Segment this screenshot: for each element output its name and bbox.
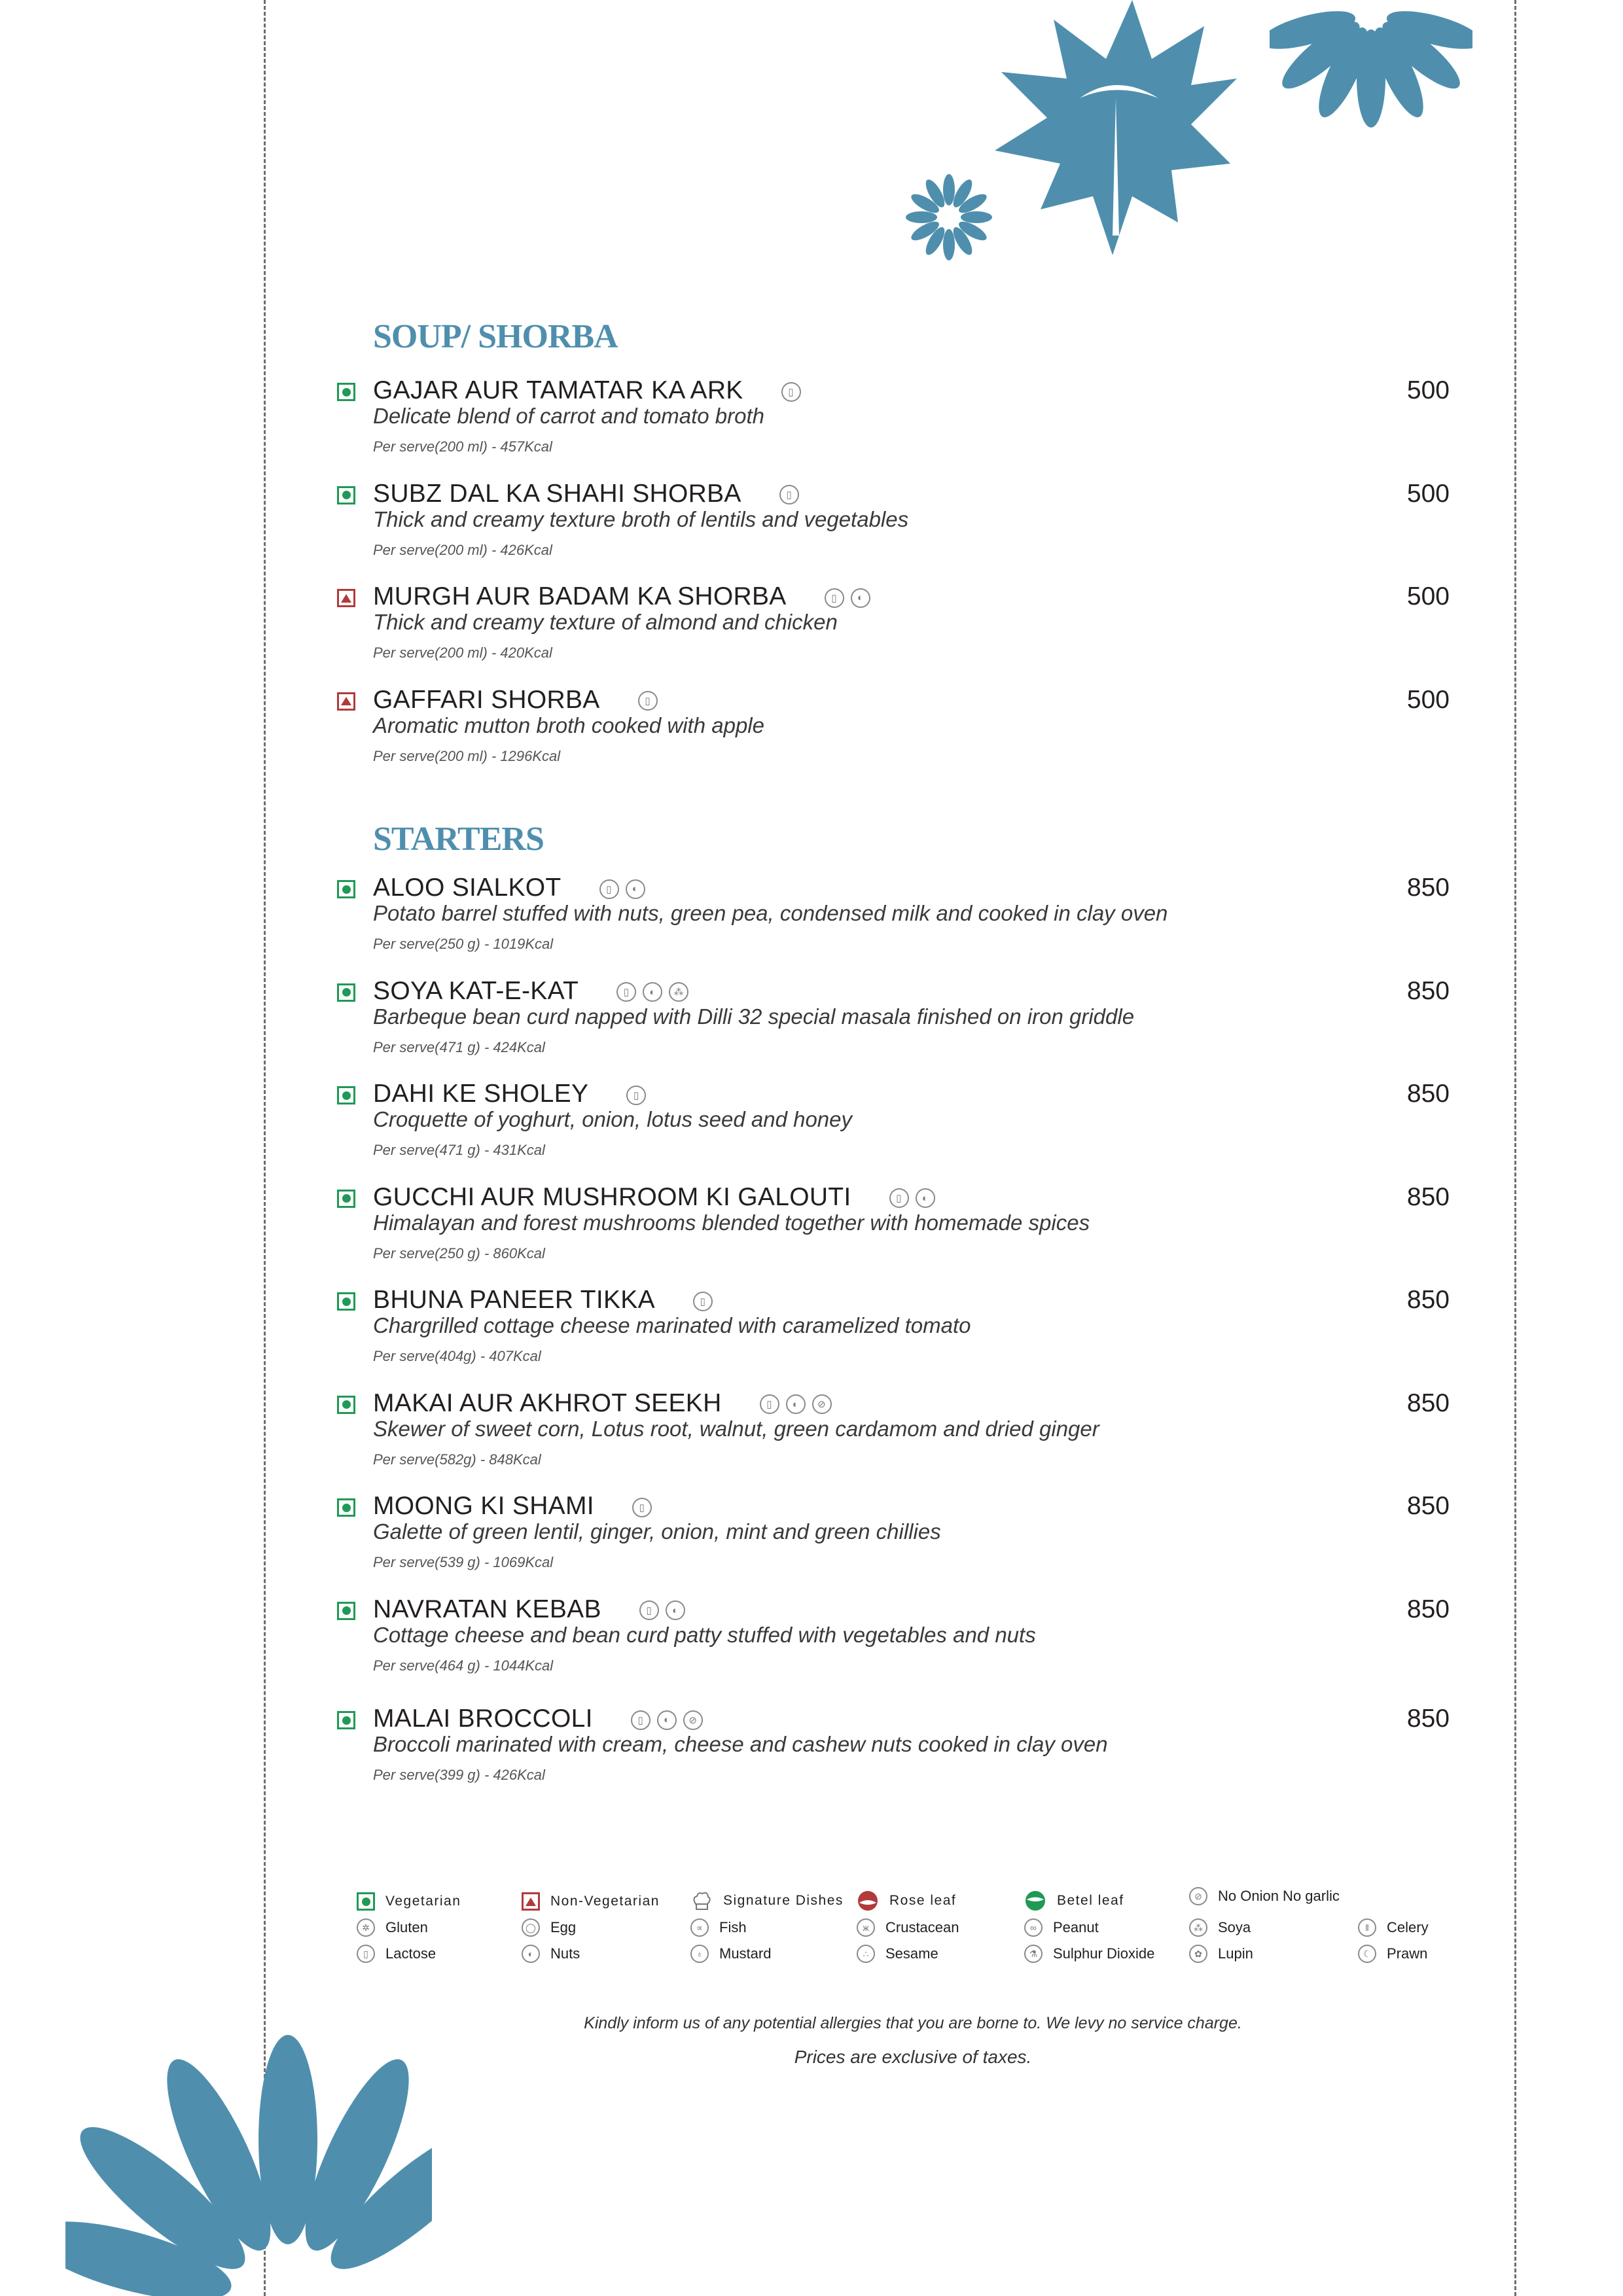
lactose-icon: ▯ [693,1292,713,1311]
veg-marker-icon [337,983,355,1002]
item-name [373,1389,832,1418]
item-name-text: DAHI KE SHOLEY [373,1080,589,1108]
allergen-icons [760,1394,832,1414]
decorative-leaf [982,0,1243,262]
menu-item [334,1286,1450,1384]
egg-icon: ◯ [522,1918,540,1937]
item-description: Galette of green lentil, ginger, onion, mint and green chillies [373,1519,941,1544]
veg-marker-icon [337,383,355,401]
legend-non-vegetarian: Non-Vegetarian [522,1892,660,1911]
legend-gluten: ✲ Gluten [357,1918,428,1937]
lactose-icon: ▯ [599,879,619,899]
section-title-starters: STARTERS [373,821,544,858]
item-name [373,1595,685,1624]
nuts-icon: ◐ [786,1394,806,1414]
legend-fish: ∝ Fish [690,1918,747,1937]
allergen-icons [616,982,688,1002]
item-name-text: ALOO SIALKOT [373,874,562,902]
right-dashed-border [1514,0,1516,2296]
item-price: 500 [1406,685,1450,714]
section-title-soup: SOUP/ SHORBA [373,318,618,355]
no-onion-no-garlic-icon: ⊘ [812,1394,832,1414]
veg-marker-icon [337,1498,355,1517]
rose-leaf-icon [857,1890,879,1912]
allergen-icons [632,1498,652,1517]
lupin-icon: ✿ [1189,1945,1207,1963]
allergen-icons [599,879,645,899]
crustacean-icon: ж [857,1918,875,1937]
item-name [373,686,658,715]
decorative-small-flower [900,173,998,262]
decorative-flower [1270,0,1472,131]
item-name-text: SUBZ DAL KA SHAHI SHORBA [373,479,741,508]
item-calories: Per serve(471 g) - 424Kcal [373,1038,545,1055]
item-name [373,1704,703,1733]
item-price: 850 [1406,1704,1450,1733]
menu-item [334,1492,1450,1590]
menu-item [334,1388,1450,1487]
item-name [373,1080,646,1108]
item-price: 500 [1406,582,1450,610]
item-price: 850 [1406,1286,1450,1314]
item-price: 850 [1406,1182,1450,1211]
allergen-icons [639,1600,685,1620]
item-name [373,480,799,508]
item-price: 850 [1406,1492,1450,1520]
item-price: 500 [1406,479,1450,508]
item-price: 850 [1406,874,1450,902]
item-name [373,977,688,1006]
legend-celery: ǁ Celery [1358,1918,1429,1937]
item-calories: Per serve(404g) - 407Kcal [373,1348,541,1364]
menu-item [334,1182,1450,1281]
item-description: Broccoli marinated with cream, cheese and cashew nuts cooked in clay oven [373,1732,1108,1756]
menu-item [334,1704,1450,1803]
item-description: Aromatic mutton broth cooked with apple [373,713,764,737]
veg-marker-icon [337,1396,355,1414]
nuts-icon: ◐ [626,879,645,899]
lactose-icon: ▯ [357,1945,375,1963]
item-calories: Per serve(582g) - 848Kcal [373,1451,541,1468]
allergen-icons [693,1292,713,1311]
legend-crustacean: ж Crustacean [857,1918,959,1937]
allergen-icons [638,691,658,711]
nuts-icon: ◐ [522,1945,540,1963]
fish-icon: ∝ [690,1918,709,1937]
item-name-text: MALAI BROCCOLI [373,1704,593,1733]
lactose-icon: ▯ [781,382,801,402]
item-name [373,582,870,611]
soya-icon: ⁂ [669,982,688,1002]
item-name-text: NAVRATAN KEBAB [373,1595,601,1623]
item-description: Barbeque bean curd napped with Dilli 32 special masala finished on iron griddle [373,1004,1135,1029]
item-calories: Per serve(200 ml) - 1296Kcal [373,747,561,764]
nonveg-marker-icon [337,692,355,711]
item-calories: Per serve(250 g) - 1019Kcal [373,936,554,952]
veg-marker-icon [337,1602,355,1620]
item-calories: Per serve(200 ml) - 426Kcal [373,541,552,558]
menu-item [334,1595,1450,1693]
item-name [373,1492,652,1521]
menu-item [334,874,1450,972]
lactose-icon: ▯ [889,1188,909,1208]
veg-marker-icon [337,880,355,898]
soya-icon: ⁂ [1189,1918,1207,1937]
legend-sulphur: ⚗ Sulphur Dioxide [1024,1945,1154,1963]
legend-sesame: ∴ Sesame [857,1945,938,1963]
item-description: Delicate blend of carrot and tomato broth [373,404,765,428]
veg-marker-icon [337,486,355,504]
legend-nuts: ◐ Nuts [522,1945,580,1963]
nonveg-marker-icon [522,1892,540,1911]
item-calories: Per serve(471 g) - 431Kcal [373,1142,545,1158]
item-description: Himalayan and forest mushrooms blended together with homemade spices [373,1210,1090,1235]
tax-note: Prices are exclusive of taxes. [794,2047,1032,2067]
legend-mustard: ♁ Mustard [690,1945,771,1963]
lactose-icon: ▯ [825,588,844,608]
menu-item [334,685,1450,784]
item-calories: Per serve(399 g) - 426Kcal [373,1767,545,1783]
item-name-text: MAKAI AUR AKHROT SEEKH [373,1388,722,1417]
lactose-icon: ▯ [631,1710,651,1730]
lactose-icon: ▯ [638,691,658,711]
allergen-icons [889,1188,935,1208]
item-calories: Per serve(200 ml) - 420Kcal [373,645,552,661]
menu-item [334,582,1450,680]
lactose-icon: ▯ [779,485,799,504]
item-description: Potato barrel stuffed with nuts, green pea, condensed milk and cooked in clay oven [373,901,1168,925]
item-price: 850 [1406,1595,1450,1623]
chef-hat-icon [690,1890,713,1912]
item-name-text: GUCCHI AUR MUSHROOM KI GALOUTI [373,1182,851,1211]
item-name [373,874,645,902]
veg-marker-icon [337,1292,355,1311]
item-description: Skewer of sweet corn, Lotus root, walnut, green cardamom and dried ginger [373,1416,1099,1441]
sulphur-dioxide-icon: ⚗ [1024,1945,1043,1963]
legend-vegetarian: Vegetarian [357,1892,461,1911]
item-description: Croquette of yoghurt, onion, lotus seed and honey [373,1107,853,1131]
item-name-text: GAJAR AUR TAMATAR KA ARK [373,376,743,404]
item-price: 850 [1406,1388,1450,1417]
legend [357,1888,1469,1977]
item-name-text: BHUNA PANEER TIKKA [373,1286,655,1314]
legend-peanut: ∞ Peanut [1024,1918,1099,1937]
item-name-text: SOYA KAT-E-KAT [373,976,579,1005]
item-description: Thick and creamy texture of almond and chicken [373,610,838,634]
legend-signature: Signature Dishes [690,1890,844,1912]
lactose-icon: ▯ [626,1086,646,1105]
item-price: 850 [1406,1080,1450,1108]
item-description: Thick and creamy texture broth of lentils and vegetables [373,506,909,531]
no-onion-garlic-icon: ⊘ [1189,1887,1207,1905]
menu-item [334,479,1450,578]
nonveg-marker-icon [337,589,355,607]
menu-item [334,976,1450,1075]
legend-no-onion: ⊘ No Onion No garlic [1189,1887,1340,1905]
legend-rose-leaf: Rose leaf [857,1890,956,1912]
legend-betel-leaf: Betel leaf [1024,1890,1124,1912]
allergen-icons [631,1710,703,1730]
nuts-icon: ◐ [666,1600,685,1620]
nuts-icon: ◐ [851,588,870,608]
item-price: 500 [1406,376,1450,404]
no-onion-no-garlic-icon: ⊘ [683,1710,703,1730]
allergen-icons [781,382,801,402]
legend-soya: ⁂ Soya [1189,1918,1251,1937]
left-dashed-border [264,0,266,2296]
item-description: Cottage cheese and bean curd patty stuffed with vegetables and nuts [373,1622,1036,1647]
menu-item [334,1080,1450,1178]
item-name [373,376,801,405]
menu-item [334,376,1450,474]
peanut-icon: ∞ [1024,1918,1043,1937]
lactose-icon: ▯ [632,1498,652,1517]
lactose-icon: ▯ [639,1600,659,1620]
veg-marker-icon [337,1190,355,1208]
celery-icon: ǁ [1358,1918,1376,1937]
legend-lactose: ▯ Lactose [357,1945,436,1963]
item-calories: Per serve(250 g) - 860Kcal [373,1245,545,1262]
nuts-icon: ◐ [643,982,662,1002]
item-name-text: MOONG KI SHAMI [373,1492,594,1520]
nuts-icon: ◐ [657,1710,677,1730]
lactose-icon: ▯ [616,982,636,1002]
item-calories: Per serve(539 g) - 1069Kcal [373,1554,554,1570]
nuts-icon: ◐ [916,1188,935,1208]
item-price: 850 [1406,976,1450,1005]
item-name [373,1183,935,1212]
item-description: Chargrilled cottage cheese marinated with caramelized tomato [373,1313,971,1337]
veg-marker-icon [337,1711,355,1729]
allergen-icons [626,1086,646,1105]
allergen-icons [779,485,799,504]
legend-lupin: ✿ Lupin [1189,1945,1253,1963]
mustard-icon: ♁ [690,1945,709,1963]
gluten-icon: ✲ [357,1918,375,1937]
allergy-note: Kindly inform us of any potential allergies that you are borne to. We levy no service charge. [584,2014,1242,2032]
prawn-icon: ☾ [1358,1945,1376,1963]
allergen-icons [825,588,870,608]
veg-marker-icon [337,1086,355,1104]
veg-marker-icon [357,1892,375,1911]
legend-prawn: ☾ Prawn [1358,1945,1427,1963]
item-name-text: MURGH AUR BADAM KA SHORBA [373,582,787,610]
sesame-icon: ∴ [857,1945,875,1963]
betel-leaf-icon [1024,1890,1046,1912]
item-name-text: GAFFARI SHORBA [373,685,600,714]
item-calories: Per serve(200 ml) - 457Kcal [373,438,552,455]
legend-egg: ◯ Egg [522,1918,576,1937]
lactose-icon: ▯ [760,1394,779,1414]
item-calories: Per serve(464 g) - 1044Kcal [373,1657,554,1674]
item-name [373,1286,713,1315]
